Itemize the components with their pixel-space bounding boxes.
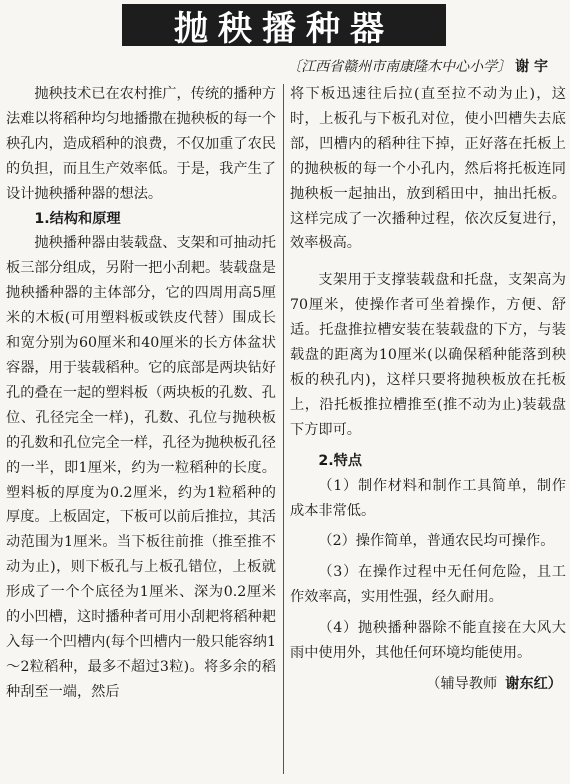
spacer	[290, 256, 566, 268]
author-school: 〔江西省赣州市南康隆木中心小学〕	[287, 59, 512, 75]
section-heading: 2.特点	[318, 452, 363, 469]
article-title: 抛秧播种器	[174, 8, 394, 49]
title-banner	[122, 4, 446, 49]
section-heading: 1.结构和原理	[34, 210, 121, 227]
paragraph: （1）制作材料和制作工具简单，制作成本非常低。	[290, 477, 566, 519]
column-divider	[283, 84, 284, 774]
paragraph: 将下板迅速往后拉(直至拉不动为止)，这时，上板孔与下板孔对位，使小凹槽失去底部，凹槽内的稻种往下掉，正好落在托板上的抛秧板的每一个小孔内，然后将托板连同抛秧板一起抽出，放到稻田中，抽出托板。这样完成了一次播种过程，依次反复进行，效率极高。	[290, 86, 566, 252]
byline	[287, 57, 548, 77]
paragraph: 支架用于支撑装载盘和托盘，支架高为70厘米，使操作者可坐着操作，方便、舒适。托盘推拉槽安装在装载盘的下方，与装载盘的距离为10厘米(以确保稻种能落到秧板的秧孔内)，这样只要将抛秧板放在托板上，沿托板推拉槽推至(推不动为止)装载盘下方即可。	[290, 272, 566, 438]
credit-label: （辅导教师	[426, 675, 498, 692]
paragraph: （3）在操作过程中无任何危险，且工作效率高，实用性强，经久耐用。	[290, 564, 566, 606]
left-column	[6, 82, 276, 705]
credit-line	[290, 672, 566, 697]
credit-teacher: 谢东红）	[505, 675, 562, 692]
paragraph: （4）抛秧播种器除不能直接在大风大雨中使用外，其他任何环境均能使用。	[290, 620, 566, 662]
paragraph: 抛秧播种器由装载盘、支架和可抽动托板三部分组成，另附一把小刮耙。装载盘是抛秧播种器的主体部分，它的四周用高5厘米的木板(可用塑料板或铁皮代替）围成长和宽分别为60厘米和40厘米的长方体盆状容器，用于装载稻种。它的底部是两块钻好孔的叠在一起的塑料板（两块板的孔数、孔位、孔径完全一样)，孔数、孔位与抛秧板的孔数和孔位完全一样，孔径为抛秧板孔径的一半，即1厘米，约为一粒稻种的长度。塑料板的厚度为0.2厘米，约为1粒稻种的厚度。上板固定，下板可以前后推拉，其活动范围为1厘米。当下板往前推（推至推不动为止)，则下板孔与上板孔错位，上板就形成了一个个底径为1厘米、深为0.2厘米的小凹槽，这时播种者可用小刮耙将稻种耙入每一个凹槽内(每个凹槽内一般只能容纳1～2粒稻种，最多不超过3粒)。将多余的稻种刮至一端，然后	[6, 235, 276, 700]
right-column	[290, 82, 566, 697]
author-name: 谢 宇	[515, 59, 548, 75]
paragraph: 抛秧技术已在农村推广，传统的播种方法难以将稻种均匀地播撒在抛秧板的每一个秧孔内，造成稻种的浪费，不仅加重了农民的负担，而且生产效率低。于是，我产生了设计抛秧播种器的想法。	[6, 86, 276, 202]
paragraph: （2）操作简单，普通农民均可操作。	[318, 533, 555, 550]
